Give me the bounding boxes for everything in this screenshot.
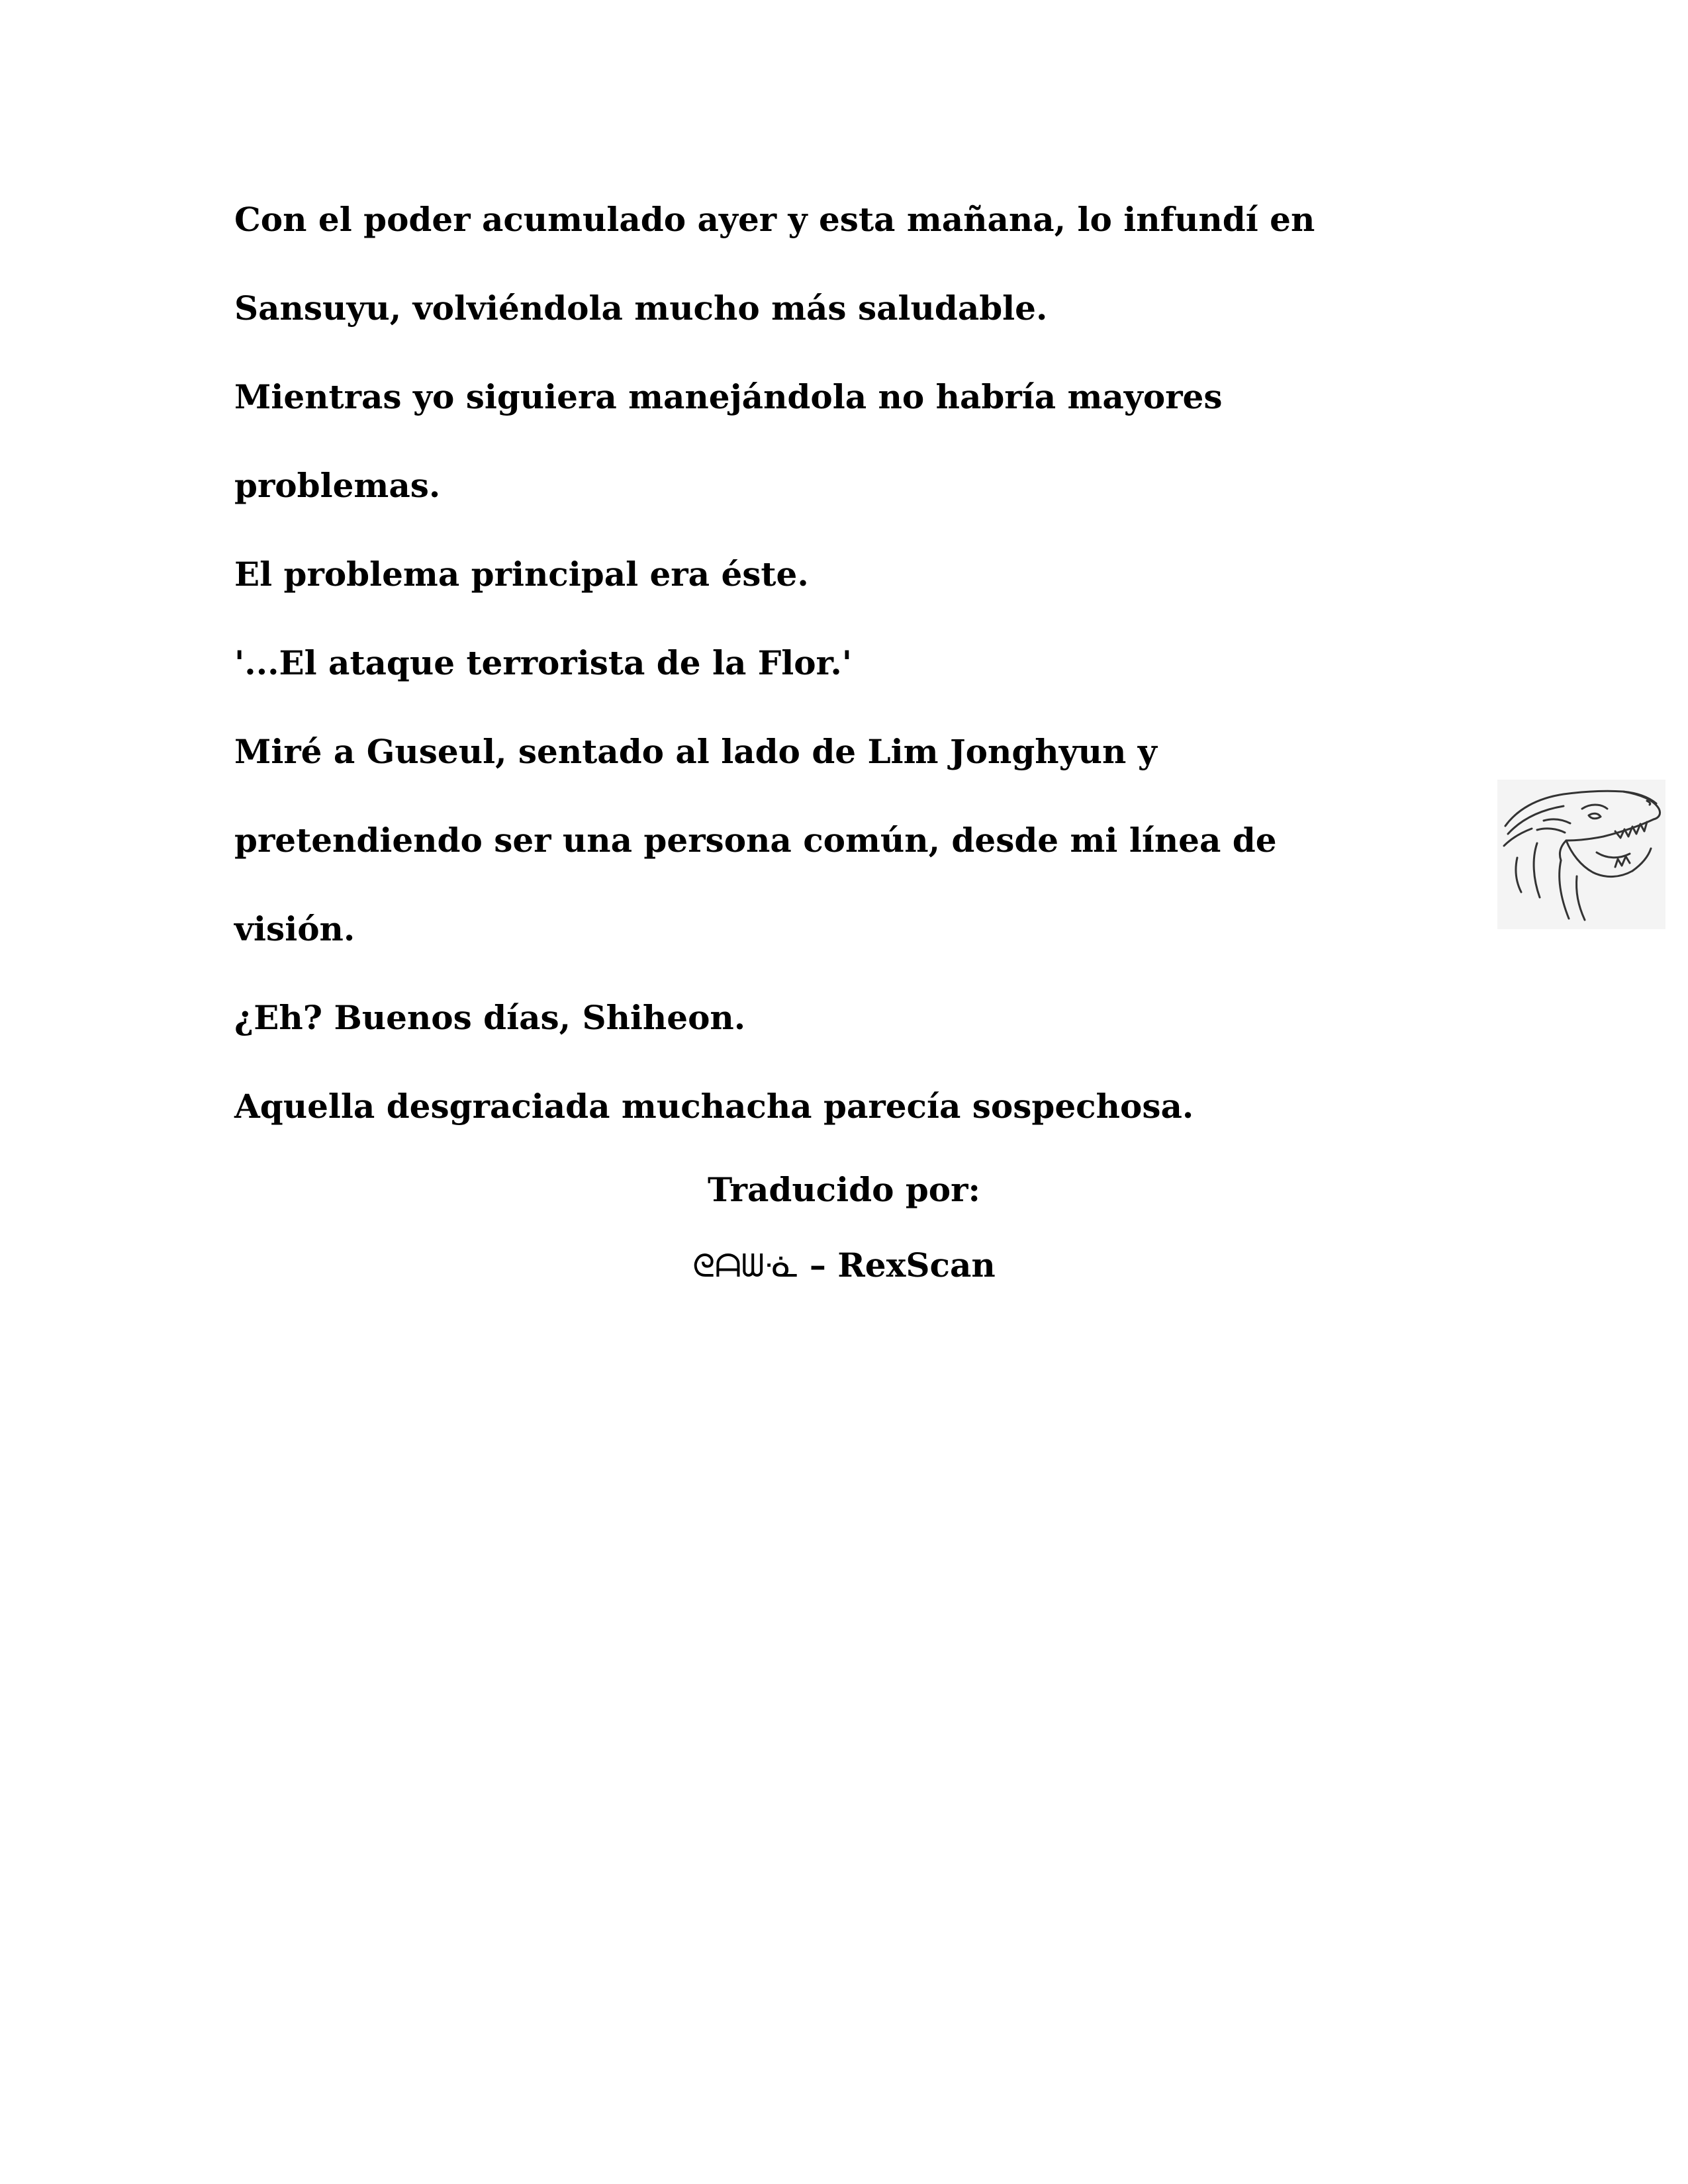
text-line: visión. xyxy=(234,909,355,948)
translator-name: ᘓᗩᗯᓍ xyxy=(692,1248,798,1285)
text-line: problemas. xyxy=(234,466,441,505)
logo-background xyxy=(1497,780,1665,929)
text-line: Con el poder acumulado ayer y esta mañana, lo infundí en xyxy=(234,200,1315,239)
text-line: pretendiendo ser una persona común, desde mi línea de xyxy=(234,821,1277,860)
text-line: '...El ataque terrorista de la Flor.' xyxy=(234,643,853,682)
credits-label: Traducido por: xyxy=(708,1170,980,1209)
credits-names xyxy=(0,1239,1688,1314)
group-name: RexScan xyxy=(837,1246,996,1285)
t-rex-head-sketch-icon xyxy=(1497,780,1665,929)
text-line: Miré a Guseul, sentado al lado de Lim Jonghyun y xyxy=(234,732,1157,771)
body-text xyxy=(234,193,1426,1169)
translation-credits xyxy=(0,1163,1688,1314)
text-line: El problema principal era éste. xyxy=(234,555,809,594)
text-line: Mientras yo siguiera manejándola no habría mayores xyxy=(234,377,1223,416)
text-line: Sansuyu, volviéndola mucho más saludable. xyxy=(234,289,1048,328)
credits-separator: – xyxy=(809,1246,826,1285)
text-line: ¿Eh? Buenos días, Shiheon. xyxy=(234,998,746,1037)
text-line: Aquella desgraciada muchacha parecía sospechosa. xyxy=(234,1087,1194,1126)
